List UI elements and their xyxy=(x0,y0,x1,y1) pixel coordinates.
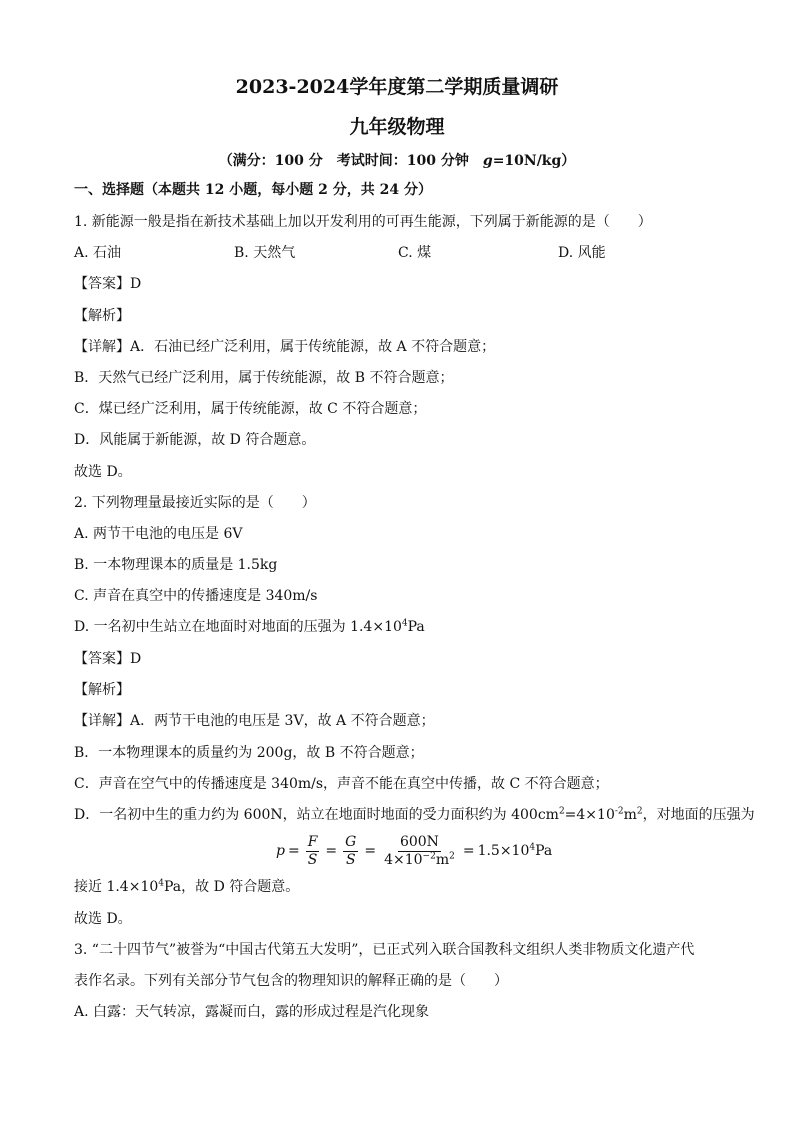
q1-option-b: B. 天然气 xyxy=(234,245,296,261)
q2-detail-a: 【详解】A．两节干电池的电压是 3V，故 A 不符合题意； xyxy=(74,713,435,729)
formula-den-exp: −2 xyxy=(422,850,436,861)
formula-den-prefix: 4×10 xyxy=(384,851,423,868)
q2-option-d-text: D. 一名初中生站立在地面时对地面的压强为 1.4×10 xyxy=(74,619,402,635)
q2-detail-b: B．一本物理课本的质量约为 200g，故 B 不符合题意； xyxy=(74,745,424,761)
pressure-formula xyxy=(276,830,552,872)
formula-eq-2: = xyxy=(325,843,338,859)
q1-option-c: C. 煤 xyxy=(398,245,432,261)
q2-detail-d xyxy=(74,805,755,825)
q2-detail-d-part2: =4×10 xyxy=(564,807,615,823)
formula-result-unit: Pa xyxy=(535,843,553,859)
q2-option-d-exponent: 4 xyxy=(401,618,408,629)
formula-g: G xyxy=(345,833,357,850)
formula-f: F xyxy=(307,833,318,850)
q1-analysis: 【解析】 xyxy=(74,308,130,324)
formula-eq-3: = xyxy=(364,843,377,859)
q2-close-exp: 4 xyxy=(158,878,164,889)
formula-eq-4: = xyxy=(462,843,475,859)
q2-detail-c: C．声音在空气中的传播速度是 340m/s，声音不能在真空中传播，故 C 不符合题意； xyxy=(74,776,609,792)
formula-frac-values xyxy=(382,834,457,869)
q2-answer: 【答案】D xyxy=(74,651,142,667)
q1-detail-c: C．煤已经广泛利用，属于传统能源，故 C 不符合题意； xyxy=(74,401,427,417)
formula-s-2: S xyxy=(345,851,356,868)
q1-choose: 故选 D。 xyxy=(74,464,132,480)
formula-den-unit: m xyxy=(435,851,450,868)
q3-stem-line1: 3. “二十四节气”被誉为“中国古代第五大发明”，已正式列入联合国教科文组织人类非物质文化遗产代 xyxy=(74,942,695,958)
q2-close-prefix: 接近 1.4×10 xyxy=(74,879,159,895)
q2-detail-d-exp2: -2 xyxy=(614,806,624,817)
formula-p: p xyxy=(276,843,285,859)
q1-detail-d: D．风能属于新能源，故 D 符合题意。 xyxy=(74,432,316,448)
formula-result xyxy=(478,843,553,859)
formula-denominator xyxy=(382,852,457,869)
q2-detail-d-part1: D．一名初中生的重力约为 600N，站立在地面时地面的受力面积约为 400cm xyxy=(74,807,559,823)
q1-answer: 【答案】D xyxy=(74,276,142,292)
q2-option-a: A. 两节干电池的电压是 6V xyxy=(74,526,243,542)
q1-option-a: A. 石油 xyxy=(74,245,122,261)
q2-analysis: 【解析】 xyxy=(74,682,130,698)
exam-info xyxy=(0,150,794,170)
q2-detail-d-exp1: 2 xyxy=(558,806,565,817)
formula-numerator: 600N xyxy=(399,833,439,850)
q2-option-d-unit: Pa xyxy=(407,619,425,635)
formula-s-1: S xyxy=(307,851,318,868)
q2-stem: 2. 下列物理量最接近实际的是（ ） xyxy=(74,495,316,511)
q1-stem: 1. 新能源一般是指在新技术基础上加以开发利用的可再生能源，下列属于新能源的是（ ） xyxy=(74,214,652,230)
formula-frac-fs xyxy=(306,834,320,869)
exam-subject: 九年级物理 xyxy=(349,116,445,138)
formula-den-unit-exp: 2 xyxy=(449,850,455,861)
q1-detail-b: B．天然气已经广泛利用，属于传统能源，故 B 不符合题意； xyxy=(74,370,454,386)
q3-stem-line2: 表作名录。下列有关部分节气包含的物理知识的解释正确的是（ ） xyxy=(74,973,508,989)
formula-result-prefix: 1.5×10 xyxy=(477,843,530,859)
exam-title: 2023-2024学年度第二学期质量调研 xyxy=(235,76,559,98)
q1-detail-a: 【详解】A．石油已经广泛利用，属于传统能源，故 A 不符合题意； xyxy=(74,339,496,355)
q2-option-c: C. 声音在真空中的传播速度是 340m/s xyxy=(74,588,318,604)
section-heading: 一、选择题（本题共 12 小题，每小题 2 分，共 24 分） xyxy=(74,182,432,198)
exam-info-suffix: =10N/kg） xyxy=(492,153,576,169)
q2-detail-d-exp3: 2 xyxy=(636,806,643,817)
q2-detail-d-part4: ，对地面的压强为 xyxy=(642,807,755,823)
formula-result-exp: 4 xyxy=(529,842,536,853)
formula-eq-1: = xyxy=(287,843,300,859)
q2-choose: 故选 D。 xyxy=(74,911,132,927)
q2-close-suffix: Pa，故 D 符合题意。 xyxy=(164,879,300,895)
q2-option-d xyxy=(74,617,425,637)
exam-info-g: g xyxy=(482,153,493,169)
q2-close xyxy=(74,877,299,897)
q3-option-a: A. 白露：天气转凉，露凝而白，露的形成过程是汽化现象 xyxy=(74,1004,430,1020)
q2-detail-d-part3: m xyxy=(623,807,637,823)
formula-frac-gs xyxy=(343,834,358,869)
q2-option-b: B. 一本物理课本的质量是 1.5kg xyxy=(74,557,278,573)
q1-option-d: D. 风能 xyxy=(558,245,606,261)
exam-info-prefix: （满分：100 分 考试时间：100 分钟 xyxy=(218,153,483,169)
